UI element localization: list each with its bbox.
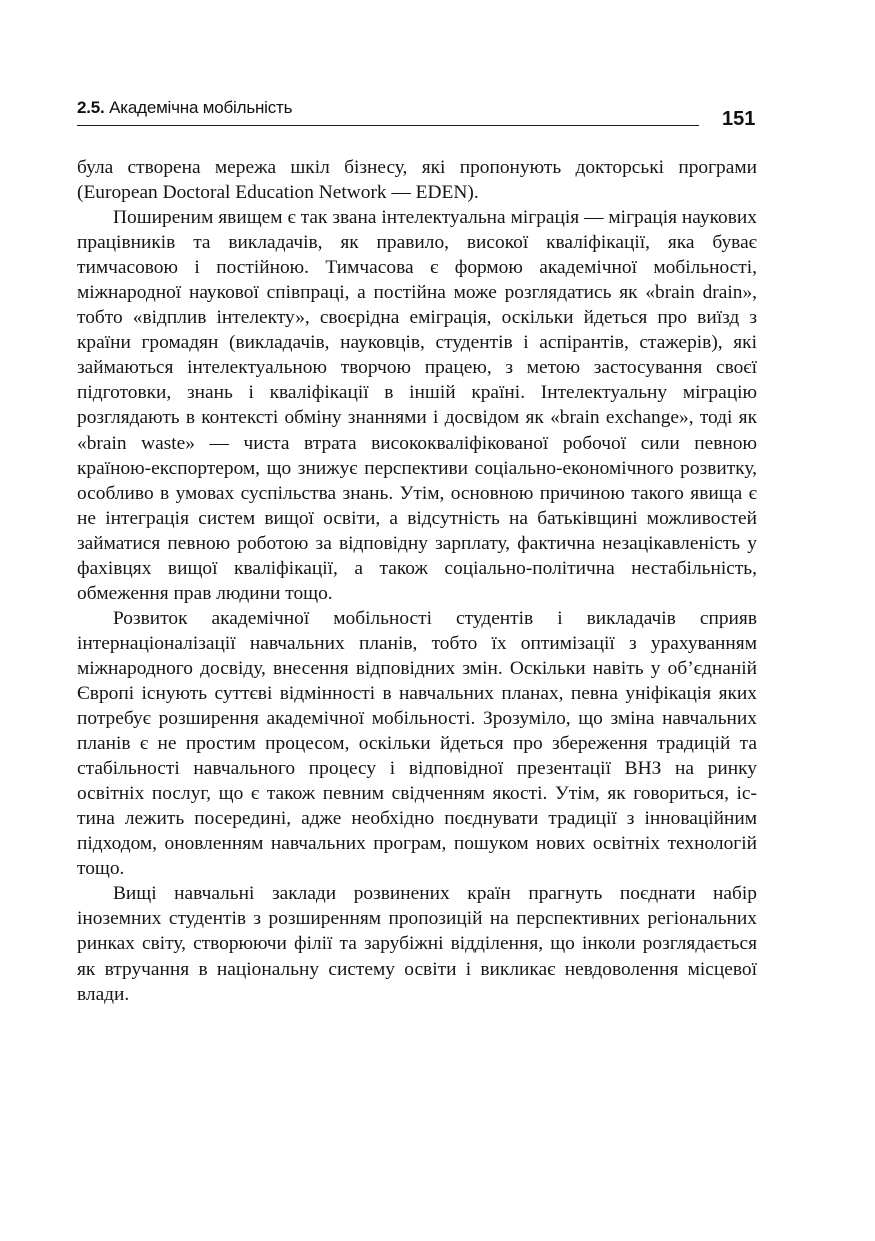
running-header bbox=[77, 95, 699, 126]
section-heading bbox=[77, 98, 292, 118]
page-number: 151 bbox=[722, 108, 756, 130]
paragraph-3: Розвиток академічної мобільності студентів і викладачів сприяв інтернаціоналізації навчальних планів, тобто їх оптимізації з урахуванням міжнародного досвіду, внесення відповідних змін. Оскільки навіть у об’єднаній Європі існують суттєві відмінності в навчальних планах, певна уніфікація яких потребує розширення академічної мобільності. Зрозуміло, що зміна навчальних планів є не простим процесом, оскільки йдеться про збереження традицій та стабільності навчального процесу і відповідної презентації ВНЗ на ринку освітніх послуг, що є також певним свідченням якості. Утім, як говориться, істина лежить посередині, адже необхідно поєднувати традиції з інноваційним підходом, оновленням навчальних програм, пошуком нових освітніх технологій тощо. bbox=[77, 607, 757, 880]
section-title: Академічна мобільність bbox=[109, 98, 293, 117]
section-number: 2.5. bbox=[77, 98, 105, 117]
body-text bbox=[77, 155, 757, 1007]
paragraph-2: Поширеним явищем є так звана інтелектуальна міграція — міграція наукових працівників та викладачів, як правило, високої кваліфікації, яка буває тимчасовою і постійною. Тимчасова є формою академічної мобільності, міжнародної наукової співпраці, а постійна може розглядатись як «brain drain», тобто «відплив інтелекту», своєрідна еміграція, оскільки йдеться про виїзд з країни громадян (викладачів, науковців, студентів і аспірантів, стажерів), які займаються інтелектуальною творчою працею, з метою застосування своєї підготовки, знань і кваліфікації в іншій країні. Інтелектуальну міграцію розглядають в контексті обміну знаннями і досвідом як «brain exchange», тоді як «brain waste» — чиста втрата висококваліфікованої робочої сили певною країною-експортером, що знижує перспективи соціально-економічного розвитку, особливо в умовах суспільства знань. Утім, основною причиною такого явища є не інтеграція систем вищої освіти, а відсутність на батьківщині можливостей займатися певною роботою за відповідну зарплату, фактична незацікавленість у фахівцях вищої кваліфікації, а також соціально-політична нестабільність, обмеження прав людини тощо. bbox=[77, 207, 757, 604]
paragraph-4: Вищі навчальні заклади розвинених країн прагнуть поєднати набір іноземних студентів з розширенням пропозицій на перспективних регіональних ринках світу, створюючи філії та зарубіжні відділення, що інколи розглядається як втручання в національну систему освіти і викликає невдоволення місцевої влади. bbox=[77, 883, 757, 1005]
paragraph-1: була створена мережа шкіл бізнесу, які пропонують докторські програми (European Doctoral Education Network — EDEN). bbox=[77, 157, 757, 204]
